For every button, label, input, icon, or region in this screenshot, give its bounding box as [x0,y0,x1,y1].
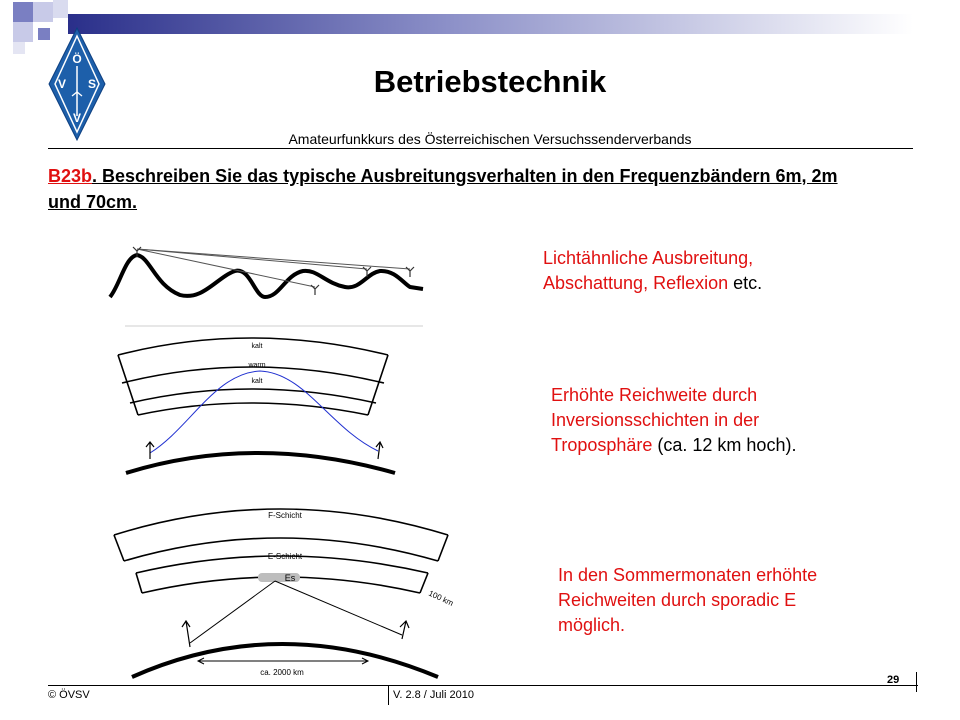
e-layer-label: E-Schicht [267,552,303,561]
footer-divider [48,685,918,686]
distance-label: ca. 2000 km [260,668,304,677]
caption-sporadic-e [558,563,818,638]
logo-letter-1: Ö [72,52,82,66]
caption-3: In den Sommermonaten erhöhte Reichweiten durch sporadic E möglich. [558,565,818,635]
caption-inversion [551,383,851,458]
page-title: Betriebstechnik [373,64,607,99]
page-number: 29 [887,674,900,686]
layer-label-top: kalt [251,343,263,350]
caption-2-black: (ca. 12 km hoch). [652,435,797,455]
footer-tick [388,685,389,705]
decor-square [33,2,53,22]
diagram-inversion [110,333,400,493]
decor-square [13,22,33,42]
caption-1-red: Lichtähnliche Ausbreitung, Abschattung, Reflexion [543,248,754,293]
caption-2-red: Erhöhte Reichweite durch Inversionsschichten in der Troposphäre [551,385,760,455]
decor-square [13,42,25,54]
question-label: B23b [48,166,93,186]
footer-tick [916,672,917,692]
logo-letter-4: V [72,111,82,125]
diagram-sporadic-e [110,495,470,680]
question-body: . Beschreiben Sie das typische Ausbreitungsverhalten in den Frequenzbändern 6m, 2m und 70cm. [48,166,838,212]
oevsv-logo [46,26,108,142]
logo-letter-3: S [87,77,97,91]
layer-label-mid: warm [248,362,266,369]
layer-label-bottom: kalt [251,378,263,385]
height-label: 100 km [427,588,455,608]
caption-1-black: etc. [728,273,763,293]
page-subtitle: Amateurfunkkurs des Österreichischen Versuchssenderverbands [288,131,692,147]
footer-version: V. 2.8 / Juli 2010 [393,689,474,701]
question-text [48,163,848,215]
footer-copyright: © ÖVSV [48,689,90,701]
es-label: Es [284,573,296,583]
diagram-line-of-sight [105,235,430,330]
logo-letter-2: V [57,77,67,91]
caption-line-of-sight [543,246,843,296]
header-divider [48,148,913,149]
decor-square [53,0,68,18]
f-layer-label: F-Schicht [268,511,302,520]
header-gradient-bar [68,14,913,34]
decor-square [13,2,33,22]
